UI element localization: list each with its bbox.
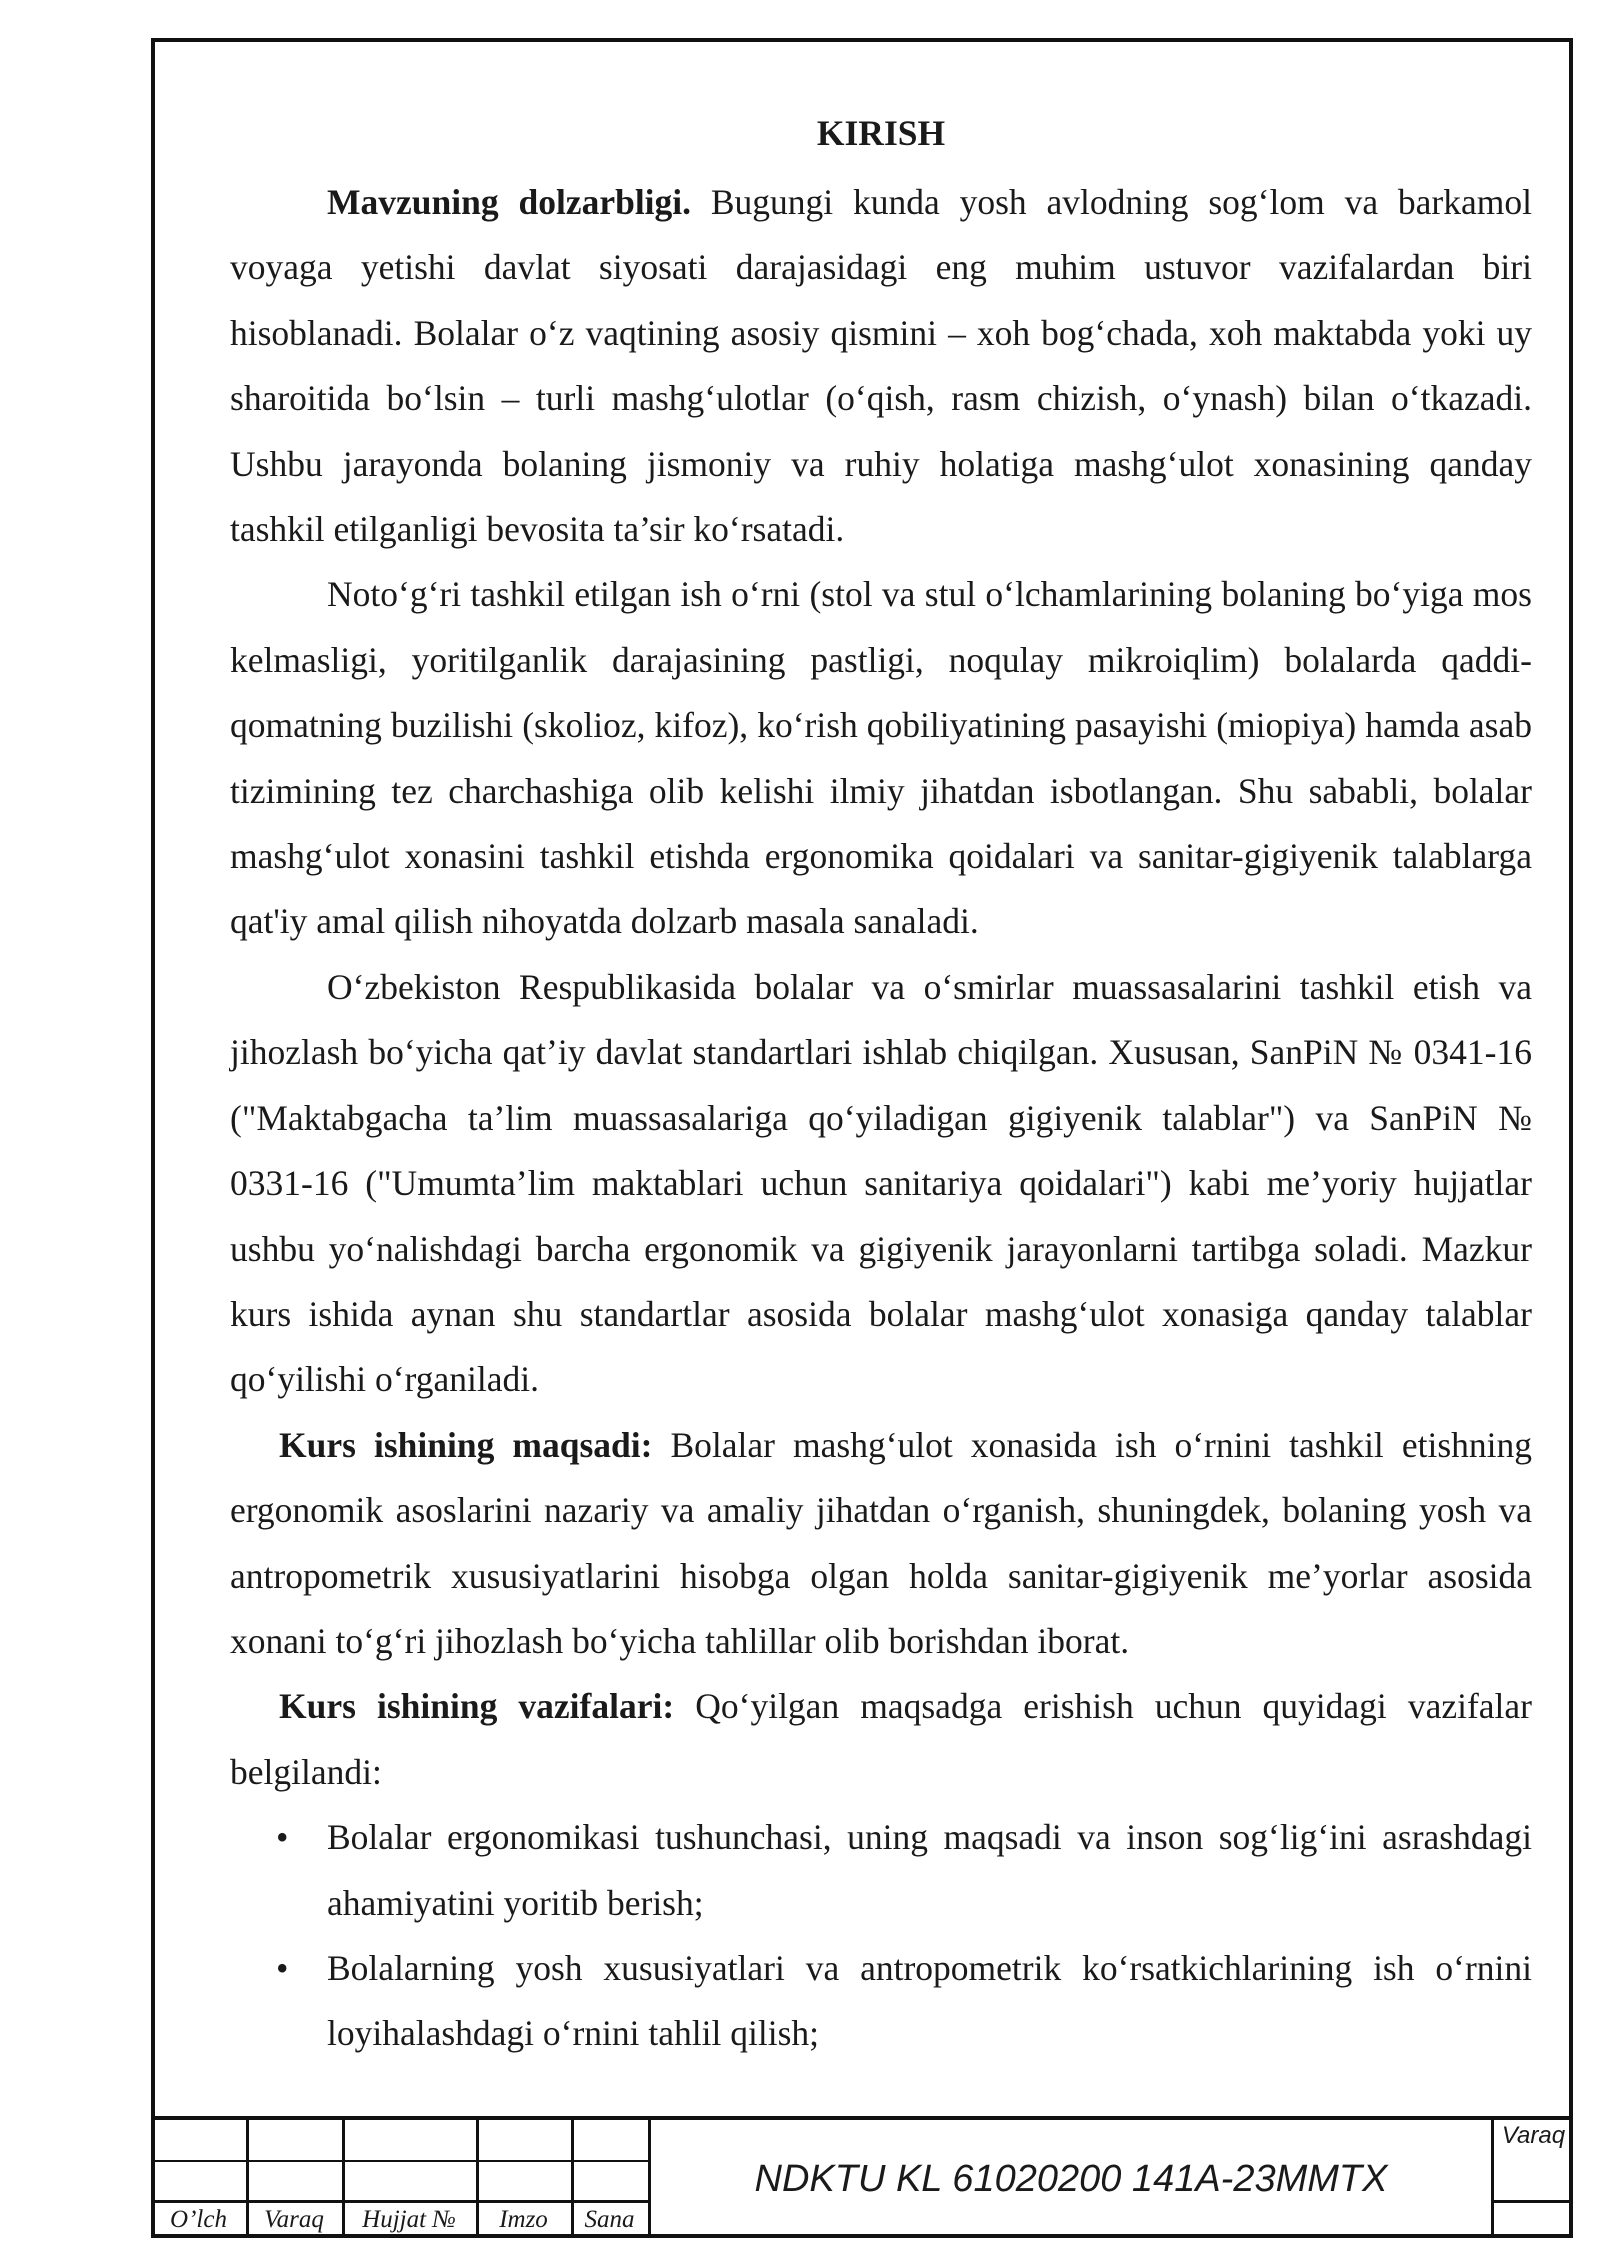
paragraph-text: Qo‘yilgan maqsadga erishish uchun quyidagi vazifalar belgilandi: <box>230 1686 1532 1792</box>
document-code: NDKTU KL 61020200 141A-23MMTX <box>754 2157 1388 2200</box>
paragraph-text: Bugungi kunda yosh avlodning sog‘lom va barkamol voyaga yetishi davlat siyosati darajasidagi eng muhim ustuvor vazifalardan biri hisoblanadi. Bolalar o‘z vaqtining asosiy qismini – xoh bog‘chada, xoh maktabda yoki uy sharoitida bo‘lsin – turli mashg‘ulotlar (o‘qish, rasm chizish, o‘ynash) bilan o‘tkazadi. Ushbu jarayonda bolaning jismoniy va ruhiy holatiga mashg‘ulot xonasining qanday tashkil etilganligi bevosita ta’sir ko‘rsatadi. <box>230 182 1532 550</box>
column-label-sheet: Varaq <box>264 2206 324 2233</box>
paragraph-lead: Kurs ishining vazifalari: <box>279 1686 675 1727</box>
paragraph-tasks <box>230 1674 1532 1805</box>
title-block <box>151 2120 1573 2238</box>
paragraph-standards: O‘zbekiston Respublikasida bolalar va o‘smirlar muassasalarini tashkil etish va jihozlash bo‘yicha qat’iy davlat standartlari ishlab chiqilgan. Xususan, SanPiN № 0341-16 ("Maktabgacha ta’lim muassasalariga qo‘yiladigan gigiyenik talablar") va SanPiN № 0331-16 ("Umumta’lim maktablari uchun sanitariya qoidalari") kabi me’yoriy hujjatlar ushbu yo‘nalishdagi barcha ergonomik va gigiyenik jarayonlarni tartibga soladi. Mazkur kurs ishida aynan shu standartlar asosida bolalar mashg‘ulot xonasiga qanday talablar qo‘yilishi o‘rganiladi. <box>230 966 1532 1400</box>
column-label-date: Sana <box>584 2206 635 2233</box>
paragraph-lead: Mavzuning dolzarbligi. <box>327 182 692 222</box>
list-item <box>230 1805 1532 1936</box>
list-item-text: Bolalar ergonomikasi tushunchasi, uning maqsadi va inson sog‘lig‘ini asrashdagi ahamiyatini yoritib berish; <box>327 1817 1532 1923</box>
paragraph-workplace: Noto‘g‘ri tashkil etilgan ish o‘rni (stol va stul o‘lchamlarining bolaning bo‘yiga mos kelmasligi, yoritilganlik darajasining pastligi, noqulay mikroiqlim) bolalarda qaddi-qomatning buzilishi (skolioz, kifoz), ko‘rish qobiliyatining pasayishi (miopiya) hamda asab tizimining tez charchashiga olib kelishi ilmiy jihatdan isbotlangan. Shu sababli, bolalar mashg‘ulot xonasini tashkil etishda ergonomika qoidalari va sanitar-gigiyenik talablarga qat'iy amal qilish nihoyatda dolzarb masala sanaladi. <box>230 574 1532 942</box>
title-block-grid <box>151 2120 651 2238</box>
tasks-list <box>230 1805 1532 2067</box>
document-content <box>230 96 1532 2067</box>
paragraph-lead: Kurs ishining maqsadi: <box>279 1424 653 1465</box>
bullet-icon: • <box>276 1947 289 1988</box>
column-label-measure: O’lch <box>170 2206 227 2233</box>
sheet-number-box <box>1491 2120 1573 2238</box>
list-item-text: Bolalarning yosh xususiyatlari va antropometrik ko‘rsatkichlarining ish o‘rnini loyihalashdagi o‘rnini tahlil qilish; <box>327 1947 1532 2054</box>
list-item <box>230 1936 1532 2067</box>
sheet-number-divider <box>1494 2200 1573 2203</box>
bullet-icon: • <box>276 1817 289 1858</box>
column-label-document-number: Hujjat № <box>362 2206 456 2233</box>
column-label-signature: Imzo <box>499 2206 548 2233</box>
paragraph-goal <box>230 1413 1532 1675</box>
grid-row-line <box>151 2200 651 2203</box>
sheet-number-label: Varaq <box>1501 2122 1566 2149</box>
paragraph-text: Bolalar mashg‘ulot xonasida ish o‘rnini tashkil etishning ergonomik asoslarini nazariy va amaliy jihatdan o‘rganish, shuningdek, bolaning yosh va antropometrik xususiyatlarini hisobga olgan holda sanitar-gigiyenik me’yorlar asosida xonani to‘g‘ri jihozlash bo‘yicha tahlillar olib borishdan iborat. <box>230 1424 1532 1661</box>
grid-row-line <box>151 2160 651 2162</box>
paragraph-relevance <box>230 170 1532 562</box>
page-title: KIRISH <box>816 113 946 153</box>
